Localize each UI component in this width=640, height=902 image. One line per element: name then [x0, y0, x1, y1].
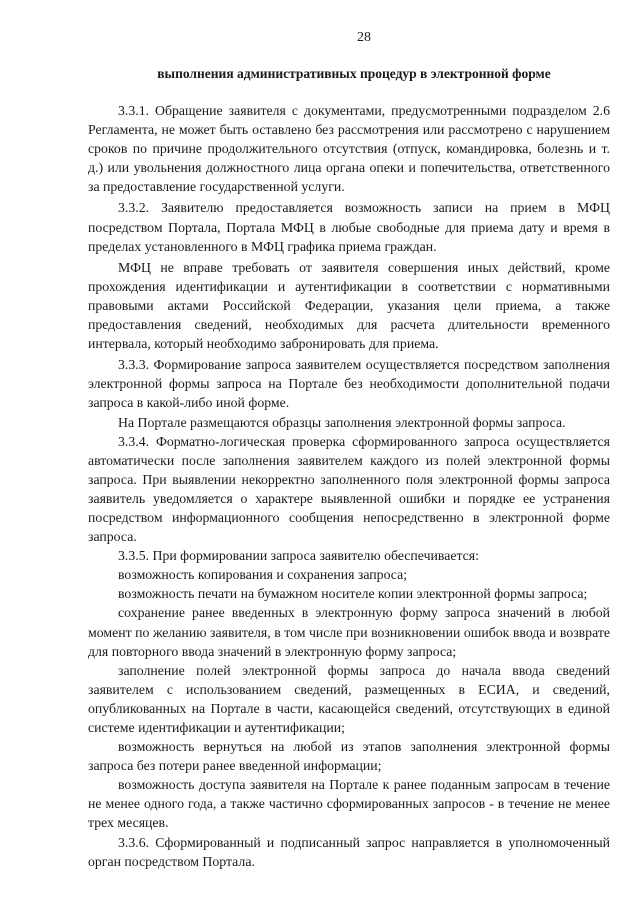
paragraph-3-3-6: 3.3.6. Сформированный и подписанный запрос направляется в уполномоченный орган посредством Портала.	[88, 834, 610, 869]
paragraph-3-3-2: 3.3.2. Заявителю предоставляется возможность записи на прием в МФЦ посредством Портала, Портала МФЦ в любые свободные для приема дату и время в пределах установленного в МФЦ графика приема граждан.	[88, 200, 610, 254]
page-number: 28	[357, 30, 371, 45]
list-item-copy-save: возможность копирования и сохранения запроса;	[118, 567, 408, 583]
list-item-return-stage: возможность вернуться на любой из этапов заполнения электронной формы запроса без потери ранее введенной информации;	[88, 739, 610, 774]
list-item-prefill: заполнение полей электронной формы запроса до начала ввода сведений заявителем с использованием сведений, размещенных в ЕСИА, и сведений, опубликованных на Портале в части, касающейся сведений, отсутствующих в единой системе идентификации и аутентификации;	[88, 662, 610, 735]
section-title: выполнения административных процедур в электронной форме	[157, 66, 551, 81]
list-item-access-history: возможность доступа заявителя на Портале к ранее поданным запросам в течение не менее одного года, а также частично сформированных запросов - в течение не менее трех месяцев.	[88, 777, 610, 831]
paragraph-mfc-requirements: МФЦ не вправе требовать от заявителя совершения иных действий, кроме прохождения идентификации и аутентификации в соответствии с нормативными правовыми актами Российской Федерации, указания цели приема, а также предоставления сведений, необходимых для расчета длительности временного интервала, который необходимо забронировать для приема.	[88, 259, 610, 352]
paragraph-samples: На Портале размещаются образцы заполнения электронной формы запроса.	[118, 414, 566, 430]
list-item-print: возможность печати на бумажном носителе копии электронной формы запроса;	[118, 586, 588, 602]
paragraph-3-3-1: 3.3.1. Обращение заявителя с документами, предусмотренными подразделом 2.6 Регламента, не может быть оставлено без рассмотрения или рассмотрено с нарушением сроков по причине продолжительного отсутствия (отпуск, командировка, болезнь и т. д.) или увольнения должностного лица органа опеки и попечительства, ответственного за предоставление государственной услуги.	[88, 103, 610, 195]
paragraph-3-3-3: 3.3.3. Формирование запроса заявителем осуществляется посредством заполнения электронной формы запроса на Портале без необходимости дополнительной подачи запроса в какой-либо иной форме.	[88, 357, 610, 411]
paragraph-3-3-4: 3.3.4. Форматно-логическая проверка сформированного запроса осуществляется автоматически после заполнения заявителем каждого из полей электронной формы запроса. При выявлении некорректно заполненного поля электронной формы запроса заявитель уведомляется о характере выявленной ошибки и порядке ее устранения посредством информационного сообщения непосредственно в электронной форме запроса.	[88, 433, 610, 545]
document-body	[88, 101, 610, 871]
list-item-save-values: сохранение ранее введенных в электронную форму запроса значений в любой момент по желанию заявителя, в том числе при возникновении ошибок ввода и возврате для повторного ввода значений в электронную форму запроса;	[88, 605, 610, 659]
paragraph-3-3-5: 3.3.5. При формировании запроса заявителю обеспечивается:	[118, 548, 479, 564]
